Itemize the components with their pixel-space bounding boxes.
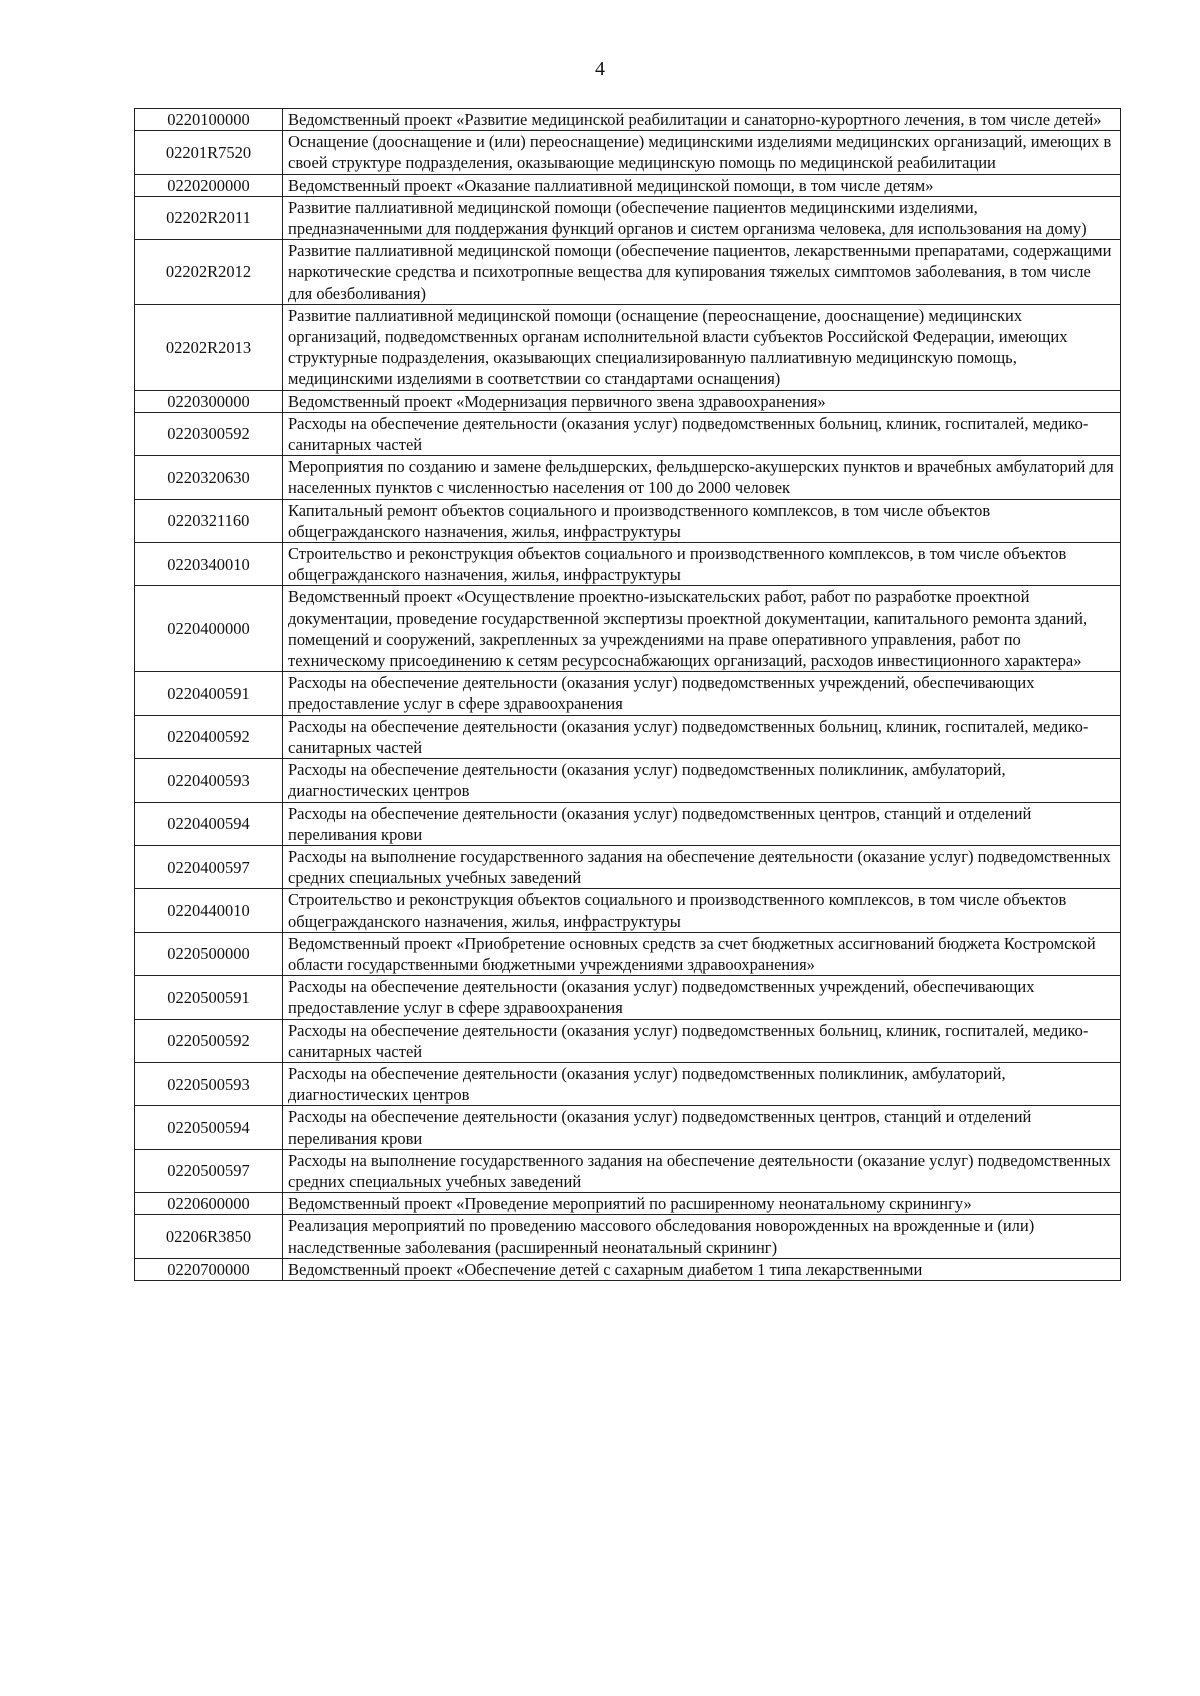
- budget-code-cell: 0220321160: [135, 499, 283, 542]
- description-cell: Расходы на обеспечение деятельности (оказания услуг) подведомственных больниц, клиник, госпиталей, медико-санитарных частей: [283, 715, 1121, 758]
- table-row: [135, 304, 1121, 390]
- budget-code-cell: 0220400597: [135, 845, 283, 888]
- budget-code-cell: 0220400592: [135, 715, 283, 758]
- table-row: [135, 1215, 1121, 1258]
- description-cell: Мероприятия по созданию и замене фельдшерских, фельдшерско-акушерских пунктов и врачебных амбулаторий для населенных пунктов с численностью населения от 100 до 2000 человек: [283, 456, 1121, 499]
- table-row: [135, 672, 1121, 715]
- table-row: [135, 1019, 1121, 1062]
- budget-code-cell: 0220200000: [135, 174, 283, 196]
- budget-code-cell: 0220320630: [135, 456, 283, 499]
- description-cell: Расходы на обеспечение деятельности (оказания услуг) подведомственных больниц, клиник, госпиталей, медико-санитарных частей: [283, 1019, 1121, 1062]
- budget-code-cell: 02202R2013: [135, 304, 283, 390]
- description-cell: Расходы на обеспечение деятельности (оказания услуг) подведомственных поликлиник, амбулаторий, диагностических центров: [283, 1062, 1121, 1105]
- budget-code-cell: 0220700000: [135, 1258, 283, 1280]
- table-row: [135, 412, 1121, 455]
- description-cell: Оснащение (дооснащение и (или) переоснащение) медицинскими изделиями медицинских организаций, имеющих в своей структуре подразделения, оказывающие медицинскую помощь по медицинской реабилитации: [283, 131, 1121, 174]
- description-cell: Ведомственный проект «Проведение мероприятий по расширенному неонатальному скринингу»: [283, 1193, 1121, 1215]
- table-row: [135, 759, 1121, 802]
- budget-code-cell: 02202R2012: [135, 240, 283, 305]
- table-row: [135, 131, 1121, 174]
- table-row: [135, 499, 1121, 542]
- budget-code-cell: 0220300000: [135, 390, 283, 412]
- budget-code-cell: 0220440010: [135, 889, 283, 932]
- table-row: [135, 1062, 1121, 1105]
- budget-code-table: [134, 108, 1121, 1281]
- table-row: [135, 889, 1121, 932]
- budget-code-cell: 0220400000: [135, 586, 283, 672]
- table-row: [135, 456, 1121, 499]
- budget-code-cell: 0220500000: [135, 932, 283, 975]
- budget-code-cell: 0220500592: [135, 1019, 283, 1062]
- table-row: [135, 196, 1121, 239]
- budget-code-cell: 0220340010: [135, 543, 283, 586]
- budget-code-cell: 0220400594: [135, 802, 283, 845]
- table-body: [135, 109, 1121, 1281]
- description-cell: Расходы на выполнение государственного задания на обеспечение деятельности (оказание услуг) подведомственных средних специальных учебных заведений: [283, 1149, 1121, 1192]
- table-row: [135, 1106, 1121, 1149]
- table-row: [135, 932, 1121, 975]
- budget-code-cell: 0220500594: [135, 1106, 283, 1149]
- page-number: 4: [595, 58, 605, 80]
- budget-code-cell: 0220500597: [135, 1149, 283, 1192]
- budget-code-cell: 0220500591: [135, 976, 283, 1019]
- description-cell: Развитие паллиативной медицинской помощи (оснащение (переоснащение, дооснащение) медицинских организаций, подведомственных органам исполнительной власти субъектов Российской Федерации, имеющих структурные подразделения, оказывающих специализированную паллиативную медицинскую помощь, медицинскими изделиями в соответствии со стандартами оснащения): [283, 304, 1121, 390]
- description-cell: Ведомственный проект «Оказание паллиативной медицинской помощи, в том числе детям»: [283, 174, 1121, 196]
- description-cell: Реализация мероприятий по проведению массового обследования новорожденных на врожденные и (или) наследственные заболевания (расширенный неонатальный скрининг): [283, 1215, 1121, 1258]
- budget-code-cell: 02202R2011: [135, 196, 283, 239]
- description-cell: Расходы на обеспечение деятельности (оказания услуг) подведомственных центров, станций и отделений переливания крови: [283, 1106, 1121, 1149]
- table-row: [135, 802, 1121, 845]
- table-row: [135, 976, 1121, 1019]
- table-row: [135, 715, 1121, 758]
- table-row: [135, 1149, 1121, 1192]
- description-cell: Ведомственный проект «Приобретение основных средств за счет бюджетных ассигнований бюджета Костромской области государственными бюджетными учреждениями здравоохранения»: [283, 932, 1121, 975]
- description-cell: Расходы на обеспечение деятельности (оказания услуг) подведомственных учреждений, обеспечивающих предоставление услуг в сфере здравоохранения: [283, 976, 1121, 1019]
- description-cell: Развитие паллиативной медицинской помощи (обеспечение пациентов, лекарственными препаратами, содержащими наркотические средства и психотропные вещества для купирования тяжелых симптомов заболевания, в том числе для обезболивания): [283, 240, 1121, 305]
- table-row: [135, 845, 1121, 888]
- budget-code-cell: 0220100000: [135, 109, 283, 131]
- budget-code-cell: 0220300592: [135, 412, 283, 455]
- table-row: [135, 1193, 1121, 1215]
- description-cell: Расходы на выполнение государственного задания на обеспечение деятельности (оказание услуг) подведомственных средних специальных учебных заведений: [283, 845, 1121, 888]
- description-cell: Строительство и реконструкция объектов социального и производственного комплексов, в том числе объектов общегражданского назначения, жилья, инфраструктуры: [283, 543, 1121, 586]
- description-cell: Расходы на обеспечение деятельности (оказания услуг) подведомственных центров, станций и отделений переливания крови: [283, 802, 1121, 845]
- description-cell: Ведомственный проект «Осуществление проектно-изыскательских работ, работ по разработке проектной документации, проведение государственной экспертизы проектной документации, капитального ремонта зданий, помещений и сооружений, закрепленных за учреждениями на праве оперативного управления, работ по техническому присоединению к сетям ресурсоснабжающих организаций, расходов инвестиционного характера»: [283, 586, 1121, 672]
- table-row: [135, 390, 1121, 412]
- budget-code-cell: 0220600000: [135, 1193, 283, 1215]
- table-row: [135, 586, 1121, 672]
- description-cell: Расходы на обеспечение деятельности (оказания услуг) подведомственных больниц, клиник, госпиталей, медико-санитарных частей: [283, 412, 1121, 455]
- description-cell: Ведомственный проект «Модернизация первичного звена здравоохранения»: [283, 390, 1121, 412]
- description-cell: Расходы на обеспечение деятельности (оказания услуг) подведомственных поликлиник, амбулаторий, диагностических центров: [283, 759, 1121, 802]
- table-row: [135, 1258, 1121, 1280]
- description-cell: Ведомственный проект «Развитие медицинской реабилитации и санаторно-курортного лечения, в том числе детей»: [283, 109, 1121, 131]
- table-row: [135, 174, 1121, 196]
- budget-code-cell: 02201R7520: [135, 131, 283, 174]
- table-row: [135, 240, 1121, 305]
- table-row: [135, 543, 1121, 586]
- description-cell: Расходы на обеспечение деятельности (оказания услуг) подведомственных учреждений, обеспечивающих предоставление услуг в сфере здравоохранения: [283, 672, 1121, 715]
- budget-code-cell: 0220400593: [135, 759, 283, 802]
- budget-code-cell: 0220400591: [135, 672, 283, 715]
- description-cell: Ведомственный проект «Обеспечение детей с сахарным диабетом 1 типа лекарственными: [283, 1258, 1121, 1280]
- description-cell: Строительство и реконструкция объектов социального и производственного комплексов, в том числе объектов общегражданского назначения, жилья, инфраструктуры: [283, 889, 1121, 932]
- description-cell: Развитие паллиативной медицинской помощи (обеспечение пациентов медицинскими изделиями, предназначенными для поддержания функций органов и систем организма человека, для использования на дому): [283, 196, 1121, 239]
- budget-code-cell: 02206R3850: [135, 1215, 283, 1258]
- table-row: [135, 109, 1121, 131]
- budget-code-cell: 0220500593: [135, 1062, 283, 1105]
- description-cell: Капитальный ремонт объектов социального и производственного комплексов, в том числе объектов общегражданского назначения, жилья, инфраструктуры: [283, 499, 1121, 542]
